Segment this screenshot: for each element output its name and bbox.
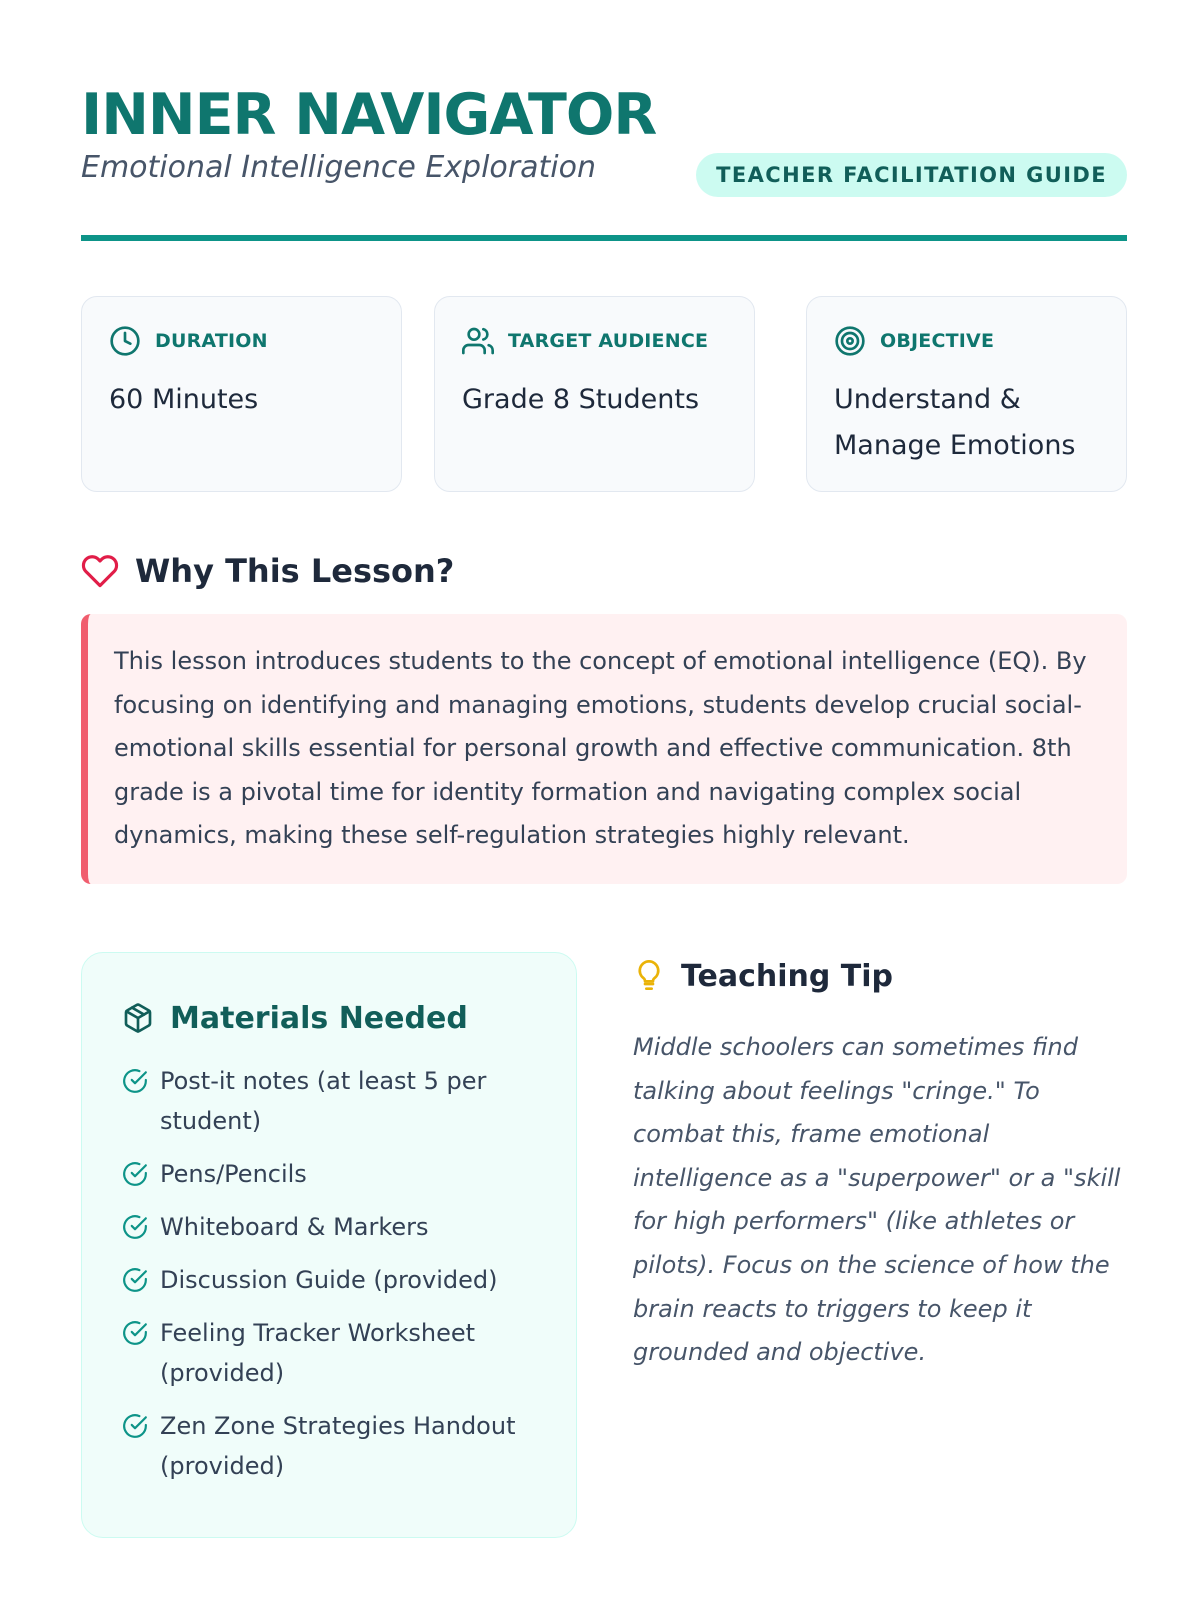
target-icon [834, 325, 866, 357]
page-title: INNER NAVIGATOR [81, 82, 657, 148]
materials-panel [81, 952, 577, 1538]
objective-label: OBJECTIVE [880, 330, 995, 352]
heart-icon [81, 552, 119, 590]
guide-badge: TEACHER FACILITATION GUIDE [696, 153, 1127, 197]
list-item [122, 1207, 552, 1247]
check-circle-icon [122, 1214, 148, 1240]
list-item [122, 1313, 552, 1393]
lightbulb-icon [633, 958, 665, 994]
materials-item-text: Feeling Tracker Worksheet (provided) [160, 1319, 476, 1387]
clock-icon [109, 325, 141, 357]
why-heading-text: Why This Lesson? [135, 552, 455, 590]
audience-card [434, 296, 755, 492]
header-divider [81, 235, 1127, 241]
page-subtitle: Emotional Intelligence Exploration [81, 150, 596, 185]
objective-value: Understand & Manage Emotions [834, 384, 1076, 461]
why-body: This lesson introduces students to the concept of emotional intelligence (EQ). By focusing on identifying and managing emotions, students develop crucial social-emotional skills essential for personal growth and effective communication. 8th grade is a pivotal time for identity formation and navigating complex social dynamics, making these self-regulation strategies highly relevant. [114, 647, 1087, 849]
duration-label: DURATION [155, 330, 268, 352]
materials-item-text: Pens/Pencils [160, 1160, 307, 1188]
users-icon [462, 325, 494, 357]
materials-heading: Materials Needed [170, 1000, 468, 1036]
materials-item-text: Post-it notes (at least 5 per student) [160, 1067, 487, 1135]
materials-item-text: Whiteboard & Markers [160, 1213, 429, 1241]
check-circle-icon [122, 1068, 148, 1094]
check-circle-icon [122, 1161, 148, 1187]
objective-card [806, 296, 1127, 492]
materials-list [122, 1061, 552, 1499]
duration-value: 60 Minutes [109, 384, 259, 415]
why-heading [81, 550, 454, 592]
audience-label: TARGET AUDIENCE [508, 330, 709, 352]
materials-item-text: Zen Zone Strategies Handout (provided) [160, 1412, 516, 1480]
why-callout [81, 614, 1127, 884]
duration-card [81, 296, 402, 492]
materials-item-text: Discussion Guide (provided) [160, 1266, 498, 1294]
info-cards [81, 296, 1127, 492]
page-header [81, 80, 1127, 244]
list-item [122, 1154, 552, 1194]
tip-body: Middle schoolers can sometimes find talking about feelings "cringe." To combat this, frame emotional intelligence as a "superpower" or a "skill for high performers" (like athletes or pilots). Focus on the science of how the brain reacts to triggers to keep it grounded and objective. [633, 1033, 1121, 1367]
list-item [122, 1061, 552, 1141]
check-circle-icon [122, 1413, 148, 1439]
check-circle-icon [122, 1267, 148, 1293]
check-circle-icon [122, 1320, 148, 1346]
list-item [122, 1260, 552, 1300]
tip-heading [633, 955, 893, 997]
list-item [122, 1406, 552, 1486]
package-icon [122, 1002, 154, 1034]
audience-value: Grade 8 Students [462, 384, 700, 415]
tip-heading-text: Teaching Tip [681, 958, 893, 994]
